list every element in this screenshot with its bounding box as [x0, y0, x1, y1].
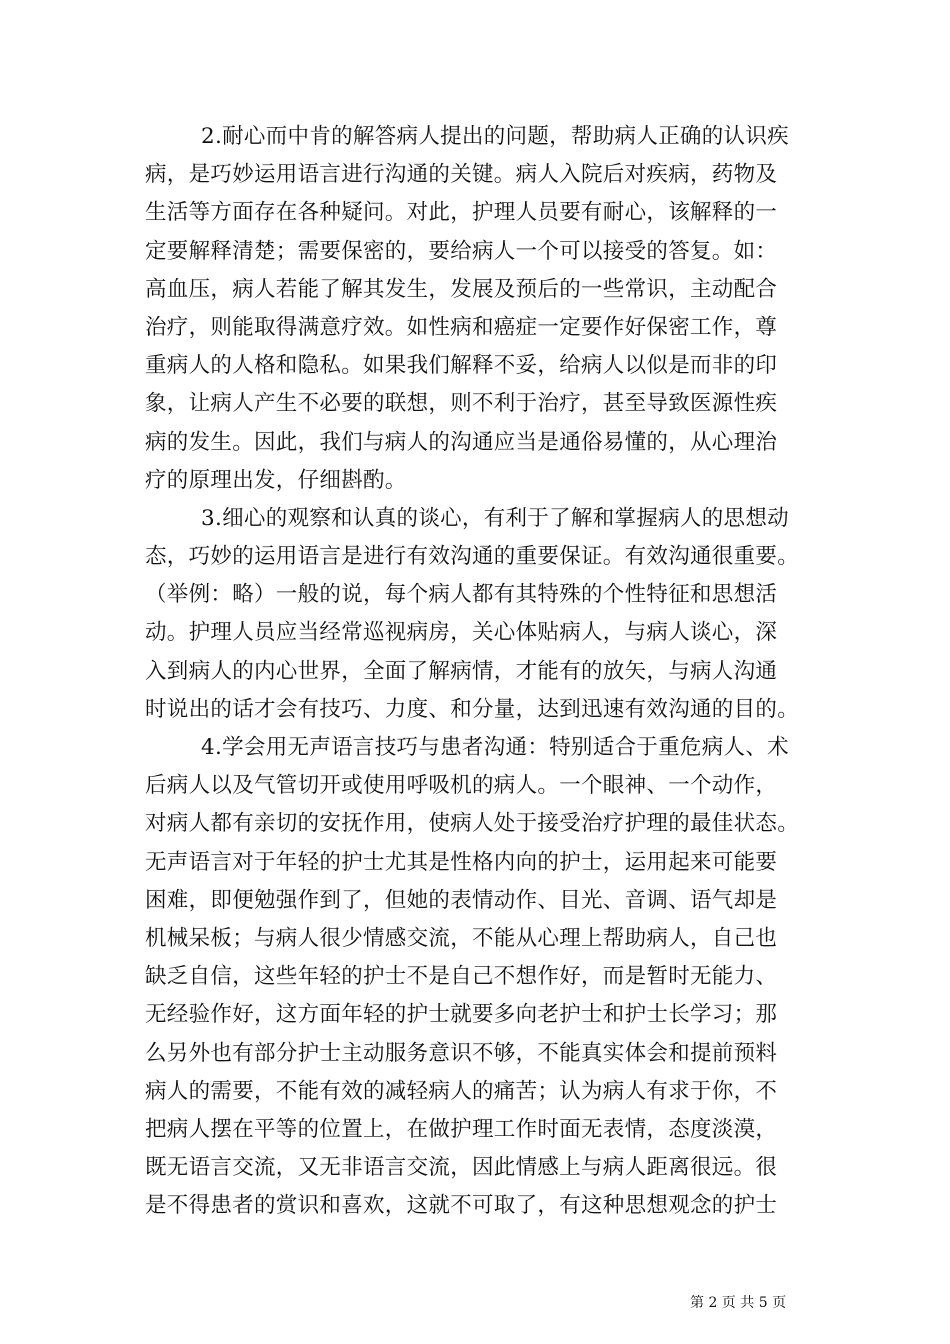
text-line: 2.耐心而中肯的解答病人提出的问题，帮助病人正确的认识疾 — [201, 124, 789, 149]
text-line: 4.学会用无声语言技巧与患者沟通：特别适合于重危病人、术 — [201, 735, 789, 760]
text-line: 动。护理人员应当经常巡视病房，关心体贴病人，与病人谈心，深 — [145, 620, 778, 646]
text-line: 治疗，则能取得满意疗效。如性病和癌症一定要作好保密工作，尊 — [145, 314, 778, 340]
text-line: 定要解释清楚；需要保密的，要给病人一个可以接受的答复。如： — [145, 238, 778, 264]
text-line: 么另外也有部分护士主动服务意识不够，不能真实体会和提前预料 — [145, 1040, 778, 1066]
text-line: 病，是巧妙运用语言进行沟通的关键。病人入院后对疾病，药物及 — [145, 162, 778, 188]
text-line: 疗的原理出发，仔细斟酌。 — [145, 467, 407, 493]
paragraph-3 — [145, 500, 815, 729]
text-line: 态，巧妙的运用语言是进行有效沟通的重要保证。有效沟通很重要。 — [145, 544, 800, 570]
document-body — [145, 118, 815, 1225]
paragraph-4 — [145, 729, 815, 1225]
paragraph-2 — [145, 118, 815, 500]
text-line: 无经验作好，这方面年轻的护士就要多向老护士和护士长学习；那 — [145, 1002, 778, 1028]
text-line: 对病人都有亲切的安抚作用，使病人处于接受治疗护理的最佳状态。 — [145, 811, 800, 837]
text-line: 入到病人的内心世界，全面了解病情，才能有的放矢，与病人沟通 — [145, 658, 778, 684]
text-line: 生活等方面存在各种疑问。对此，护理人员要有耐心，该解释的一 — [145, 200, 778, 226]
text-line: （举例：略）一般的说，每个病人都有其特殊的个性特征和思想活 — [145, 582, 778, 608]
text-line: 把病人摆在平等的位置上，在做护理工作时面无表情，态度淡漠， — [145, 1116, 778, 1142]
text-line: 重病人的人格和隐私。如果我们解释不妥，给病人以似是而非的印 — [145, 353, 778, 379]
text-line: 象，让病人产生不必要的联想，则不利于治疗，甚至导致医源性疾 — [145, 391, 778, 417]
text-line: 是不得患者的赏识和喜欢，这就不可取了，有这种思想观念的护士 — [145, 1193, 778, 1219]
text-line: 3.细心的观察和认真的谈心，有利于了解和掌握病人的思想动 — [201, 505, 789, 531]
page-number-footer: 第 2 页 共 5 页 — [690, 1295, 787, 1311]
text-line: 困难，即便勉强作到了，但她的表情动作、目光、音调、语气却是 — [145, 887, 778, 913]
text-line: 无声语言对于年轻的护士尤其是性格内向的护士，运用起来可能要 — [145, 849, 778, 875]
text-line: 缺乏自信，这些年轻的护士不是自己不想作好，而是暂时无能力、 — [145, 964, 778, 990]
text-line: 后病人以及气管切开或使用呼吸机的病人。一个眼神、一个动作， — [145, 773, 778, 799]
text-line: 病人的需要，不能有效的减轻病人的痛苦；认为病人有求于你，不 — [145, 1078, 778, 1104]
text-line: 病的发生。因此，我们与病人的沟通应当是通俗易懂的，从心理治 — [145, 429, 778, 455]
text-line: 机械呆板；与病人很少情感交流，不能从心理上帮助病人，自己也 — [145, 925, 778, 951]
text-line: 高血压，病人若能了解其发生，发展及预后的一些常识，主动配合 — [145, 276, 778, 302]
text-line: 时说出的话才会有技巧、力度、和分量，达到迅速有效沟通的目的。 — [145, 696, 800, 722]
text-line: 既无语言交流，又无非语言交流，因此情感上与病人距离很远。很 — [145, 1155, 778, 1181]
